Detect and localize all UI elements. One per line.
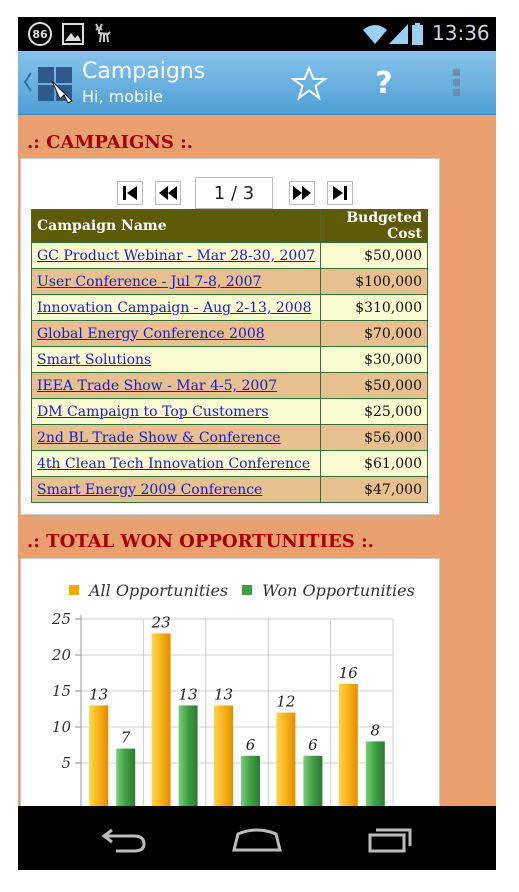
table-row [32, 477, 428, 503]
app-logo-icon[interactable] [34, 63, 76, 105]
bar-value-label: 16 [338, 663, 358, 682]
legend-label-won: Won Opportunities [262, 580, 415, 600]
won-opportunities-section-title: .: TOTAL WON OPPORTUNITIES :. [27, 531, 374, 552]
bar-value-label: 7 [120, 728, 131, 747]
navigation-bar [18, 806, 496, 870]
bar-all-opportunities [152, 633, 171, 818]
campaign-name-link[interactable]: 2nd BL Trade Show & Conference [32, 425, 321, 451]
bar-value-label: 13 [178, 685, 198, 704]
campaign-name-link[interactable]: User Conference - Jul 7-8, 2007 [32, 269, 321, 295]
device-screen [18, 17, 496, 870]
campaign-name-link[interactable]: IEEA Trade Show - Mar 4-5, 2007 [32, 373, 321, 399]
notification-count-badge: 86 [28, 22, 52, 46]
bar-value-label: 6 [308, 735, 318, 754]
y-tick-label: 25 [51, 610, 71, 628]
column-header-budgeted-cost: Budgeted Cost [321, 210, 428, 243]
campaign-cost: $30,000 [321, 347, 428, 373]
bar-value-label: 12 [276, 692, 296, 711]
bar-value-label: 8 [370, 721, 381, 740]
back-chevron-icon[interactable] [22, 67, 34, 97]
table-header-row [32, 210, 428, 243]
table-row [32, 451, 428, 477]
won-opportunities-chart [21, 559, 440, 818]
campaign-cost: $310,000 [321, 295, 428, 321]
bar-all-opportunities [276, 713, 295, 818]
first-page-icon[interactable] [117, 181, 143, 205]
table-row [32, 347, 428, 373]
campaigns-table [31, 209, 428, 503]
back-icon[interactable] [98, 824, 150, 854]
table-row [32, 243, 428, 269]
signal-icon [389, 23, 409, 45]
legend-label-all: All Opportunities [89, 580, 229, 600]
campaign-cost: $70,000 [321, 321, 428, 347]
column-header-campaign-name: Campaign Name [32, 210, 321, 243]
bar-all-opportunities [214, 705, 233, 818]
campaign-name-link[interactable]: Innovation Campaign - Aug 2-13, 2008 [32, 295, 321, 321]
y-tick-label: 10 [51, 718, 71, 736]
won-opportunities-chart-card [20, 558, 440, 818]
campaign-cost: $47,000 [321, 477, 428, 503]
campaign-cost: $61,000 [321, 451, 428, 477]
star-icon[interactable] [290, 65, 328, 103]
action-bar-underlay [18, 115, 496, 121]
campaign-name-link[interactable]: DM Campaign to Top Customers [32, 399, 321, 425]
campaign-name-link[interactable]: GC Product Webinar - Mar 28-30, 2007 [32, 243, 321, 269]
image-icon [62, 23, 84, 45]
y-tick-label: 5 [61, 754, 71, 772]
recent-apps-icon[interactable] [366, 824, 416, 854]
page-title: Campaigns [82, 59, 206, 84]
user-greeting: Hi, mobile [82, 87, 163, 106]
help-button[interactable]: ? [375, 65, 393, 101]
table-row [32, 425, 428, 451]
overflow-menu-icon[interactable] [452, 67, 462, 99]
action-bar [18, 51, 496, 115]
campaign-cost: $25,000 [321, 399, 428, 425]
next-page-icon[interactable] [289, 181, 315, 205]
bar-value-label: 13 [213, 685, 234, 704]
bar-all-opportunities [339, 684, 358, 818]
table-row [32, 373, 428, 399]
campaign-cost: $50,000 [321, 243, 428, 269]
pager [21, 177, 439, 211]
home-icon[interactable] [230, 824, 284, 854]
bar-all-opportunities [89, 705, 108, 818]
page-indicator: 1 / 3 [195, 177, 273, 209]
campaign-name-link[interactable]: Smart Energy 2009 Conference [32, 477, 321, 503]
status-time: 13:36 [432, 21, 490, 45]
y-tick-label: 20 [51, 646, 71, 664]
y-tick-label: 15 [51, 682, 71, 700]
campaign-cost: $56,000 [321, 425, 428, 451]
status-bar [18, 17, 496, 51]
deer-icon [92, 22, 114, 46]
table-row [32, 399, 428, 425]
campaign-name-link[interactable]: 4th Clean Tech Innovation Conference [32, 451, 321, 477]
bar-won-opportunities [179, 705, 198, 818]
bar-value-label: 23 [151, 613, 171, 632]
battery-icon [412, 23, 423, 45]
table-row [32, 295, 428, 321]
bar-value-label: 6 [245, 735, 256, 754]
wifi-icon [362, 23, 388, 45]
previous-page-icon[interactable] [155, 181, 181, 205]
last-page-icon[interactable] [327, 181, 353, 205]
campaign-cost: $100,000 [321, 269, 428, 295]
campaign-name-link[interactable]: Smart Solutions [32, 347, 321, 373]
bar-value-label: 13 [89, 685, 109, 704]
campaign-cost: $50,000 [321, 373, 428, 399]
campaign-name-link[interactable]: Global Energy Conference 2008 [32, 321, 321, 347]
table-row [32, 269, 428, 295]
campaigns-card [20, 158, 440, 515]
table-row [32, 321, 428, 347]
campaigns-section-title: .: CAMPAIGNS :. [27, 132, 194, 153]
